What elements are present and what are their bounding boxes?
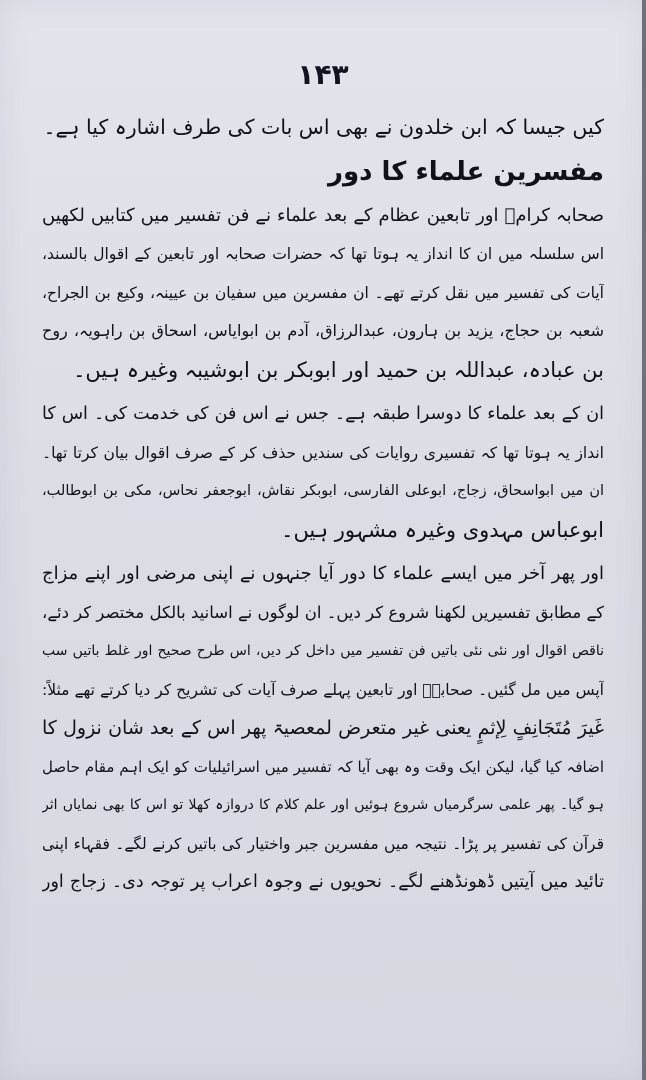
- text-line: ہو گیا۔ پھر علمی سرگرمیاں شروع ہوئیں اور علم کلام کا دروازہ کھلا تو اس کا بھی نمایاں اثر: [42, 797, 604, 813]
- text-line: اور پھر آخر میں ایسے علماء کا دور آیا جنہوں نے اپنی مرضی اور اپنے مزاج: [42, 563, 604, 584]
- section-heading: مفسرین علماء کا دور: [328, 156, 604, 187]
- page-number: ۱۴۳: [297, 58, 349, 91]
- text-line: ان میں ابواسحاق، زجاج، ابوعلی الفارسی، ابوبکر نقاش، ابوجعفر نحاس، مکی بن ابوطالب،: [42, 483, 604, 499]
- text-line: صحابہ کرامؓ اور تابعین عظام کے بعد علماء نے فن تفسیر میں کتابیں لکھیں: [42, 204, 604, 226]
- text-line: انداز یہ ہوتا تھا کہ تفسیری روایات کی سندیں حذف کر کے صرف اقوال بیان کرتا تھا۔: [42, 443, 604, 462]
- text-line: اس سلسلہ میں ان کا انداز یہ ہوتا تھا کہ حضرات صحابہ اور تابعین کے اقوال بالسند،: [42, 245, 604, 263]
- page-edge-shadow: [642, 0, 646, 1080]
- text-line: ناقص اقوال اور نئی نئی باتیں فن تفسیر میں داخل کر دیں، اس طرح صحیح اور غلط باتیں سب: [42, 643, 604, 659]
- text-line: ابوعباس مہدوی وغیرہ مشہور ہیں۔: [281, 517, 604, 542]
- text-line: آیات کی تفسیر میں نقل کرتے تھے۔ ان مفسرین میں سفیان بن عیینہ، وکیع بن الجراح،: [42, 283, 604, 302]
- text-line: آپس میں مل گئیں۔ صحابہؓ اور تابعین پہلے صرف آیات کی تشریح کر دیا کرتے تھے مثلاً:: [42, 680, 604, 699]
- text-line: ان کے بعد علماء کا دوسرا طبقہ ہے۔ جس نے اس فن کی خدمت کی۔ اس کا: [42, 404, 604, 424]
- text-line: بن عبادہ، عبداللہ بن حمید اور ابوبکر بن ابوشیبہ وغیرہ ہیں۔: [73, 357, 604, 382]
- text-line: کے مطابق تفسیریں لکھنا شروع کر دیں۔ ان لوگوں نے اسانید بالکل مختصر کر دئے،: [42, 602, 604, 622]
- text-line: شعبہ بن حجاج، یزید بن ہارون، عبدالرزاق، آدم بن ابوایاس، اسحاق بن راہویہ، روح: [42, 321, 604, 340]
- text-line: غَیرَ مُتَجَانِفٍ لِإثمٍ یعنی غیر متعرض لمعصیۃ پھر اس کے بعد شان نزول کا: [42, 717, 604, 739]
- page-body: [42, 108, 604, 902]
- text-line: قرآن کی تفسیر پر پڑا۔ نتیجہ میں مفسرین جبر واختیار کی باتیں کرنے لگے۔ فقہاء اپنی: [42, 834, 604, 853]
- text-line: اضافہ کیا گیا، لیکن ایک وقت وہ بھی آیا کہ تفسیر میں اسرائیلیات کو ایک اہم مقام حاصل: [42, 757, 604, 776]
- text-line: تائید میں آیتیں ڈھونڈھنے لگے۔ نحویوں نے وجوہ اعراب پر توجہ دی۔ زجاج اور: [42, 872, 604, 892]
- text-line: کیں جیسا کہ ابن خلدون نے بھی اس بات کی طرف اشارہ کیا ہے۔: [43, 115, 604, 139]
